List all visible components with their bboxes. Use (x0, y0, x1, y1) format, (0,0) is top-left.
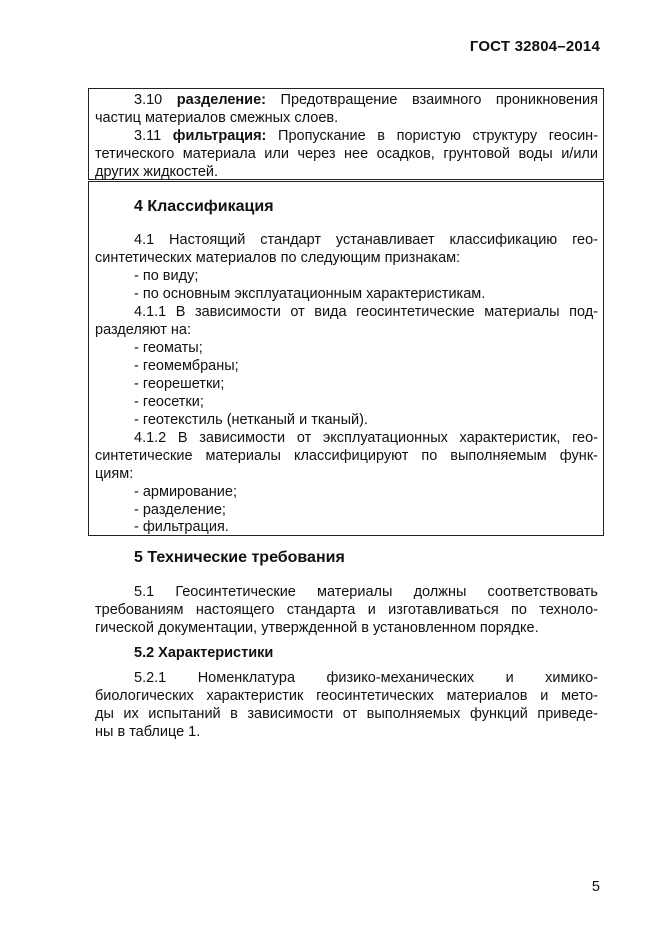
definition-3-11-line-2: тетического материала или через нее осадков, грунтовой воды и/или (95, 146, 598, 162)
list-item: - по виду; (134, 268, 199, 284)
term-separation: разделение: (176, 92, 266, 108)
definition-3-10-line-2: частиц материалов смежных слоев. (95, 110, 339, 126)
list-item: - геотекстиль (нетканый и тканый). (134, 412, 368, 428)
para-4-1-line-2: синтетических материалов по следующим признакам: (95, 250, 461, 266)
para-5-2-1-line-3: ды их испытаний в зависимости от выполняемых функций приведе- (95, 706, 598, 722)
para-5-2-1-line-1: 5.2.1 Номенклатура физико-механических и химико- (134, 670, 598, 686)
para-5-1-line-2: требованиям настоящего стандарта и изготавливаться по техноло- (95, 602, 598, 618)
para-5-1-line-3: гической документации, утвержденной в установленном порядке. (95, 620, 539, 636)
para-5-1-line-1: 5.1 Геосинтетические материалы должны соответствовать (134, 584, 598, 600)
term-filtration: фильтрация: (172, 128, 267, 144)
para-4-1-1-line-2: разделяют на: (95, 322, 191, 338)
para-5-2-1-line-2: биологических характеристик геосинтетических материалов и мето- (95, 688, 598, 704)
para-4-1-2-line-3: циям: (95, 466, 134, 482)
list-item: - армирование; (134, 484, 237, 500)
para-4-1-1-line-1: 4.1.1 В зависимости от вида геосинтетические материалы под- (134, 304, 598, 320)
para-4-1-2-line-2: синтетические материалы классифицируют по выполняемым функ- (95, 448, 598, 464)
definition-3-11-line-1: 3.11 фильтрация: Пропускание в пористую структуру геосин- (134, 128, 599, 144)
list-item: - геосетки; (134, 394, 204, 410)
definition-3-11-line-3: других жидкостей. (95, 164, 219, 180)
list-item: - георешетки; (134, 376, 225, 392)
list-item: - разделение; (134, 502, 226, 518)
para-4-1-2-line-1: 4.1.2 В зависимости от эксплуатационных характеристик, гео- (134, 430, 598, 446)
definition-3-10-line-1: 3.10 разделение: Предотвращение взаимного проникновения (134, 92, 598, 108)
subsection-5-2-heading: 5.2 Характеристики (134, 645, 274, 661)
list-item: - геоматы; (134, 340, 203, 356)
list-item: - геомембраны; (134, 358, 239, 374)
section-4-heading: 4 Классификация (134, 198, 274, 215)
section-5-heading: 5 Технические требования (134, 549, 345, 566)
para-5-2-1-line-4: ны в таблице 1. (95, 724, 201, 740)
document-code: ГОСТ 32804–2014 (469, 38, 600, 55)
page-number: 5 (591, 879, 600, 895)
list-item: - по основным эксплуатационным характеристикам. (134, 286, 486, 302)
list-item: - фильтрация. (134, 519, 229, 535)
para-4-1-line-1: 4.1 Настоящий стандарт устанавливает классификацию гео- (134, 232, 598, 248)
